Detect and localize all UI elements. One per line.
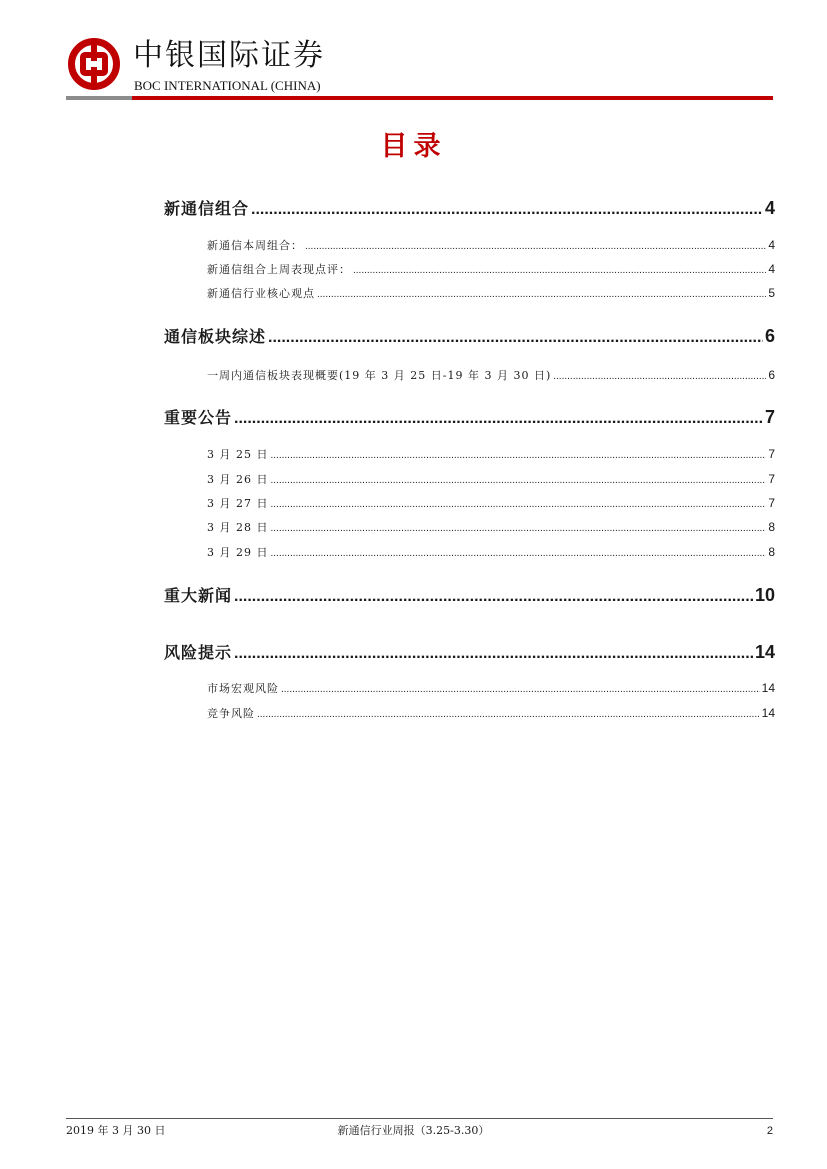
- toc-entry-page: 8: [768, 545, 775, 559]
- toc-entry-label: 一周内通信板块表现概要(19 年 3 月 25 日-19 年 3 月 30 日): [207, 369, 552, 382]
- toc-leader-dots: [281, 684, 760, 695]
- toc-entry-label: 风险提示: [164, 643, 233, 662]
- toc-leader-dots: [234, 588, 753, 606]
- toc-section-entry[interactable]: [164, 583, 775, 606]
- toc-entry-label: 通信板块综述: [164, 327, 267, 346]
- toc-entry-page: 7: [768, 447, 775, 461]
- toc-leader-dots: [234, 410, 763, 428]
- toc-leader-dots: [271, 475, 767, 486]
- toc-subsection-entry[interactable]: [207, 471, 775, 487]
- toc-entry-page: 14: [761, 681, 775, 695]
- toc-subsection-entry[interactable]: [207, 237, 775, 253]
- toc-subsection-entry[interactable]: [207, 680, 775, 696]
- toc-subsection-entry[interactable]: [207, 367, 775, 383]
- toc-subsection-entry[interactable]: [207, 495, 775, 511]
- toc-subsection-entry[interactable]: [207, 705, 775, 721]
- toc-leader-dots: [251, 201, 763, 219]
- toc-subsection-entry[interactable]: [207, 519, 775, 535]
- toc-subsection-entry[interactable]: [207, 446, 775, 462]
- footer-rule: [66, 1118, 773, 1119]
- toc-entry-label: 3 月 25 日: [207, 448, 269, 461]
- toc-leader-dots: [353, 265, 766, 276]
- toc-leader-dots: [268, 329, 763, 347]
- footer-date: 2019 年 3 月 30 日: [66, 1124, 166, 1137]
- toc-section-entry[interactable]: [164, 405, 775, 428]
- toc-entry-page: 7: [764, 407, 775, 427]
- toc-leader-dots: [317, 289, 766, 300]
- toc-entry-page: 14: [761, 706, 775, 720]
- toc-subsection-entry[interactable]: [207, 544, 775, 560]
- toc-entry-page: 4: [768, 238, 775, 252]
- toc-leader-dots: [271, 499, 767, 510]
- toc-entry-label: 新通信组合上周表现点评：: [207, 263, 351, 276]
- toc-entry-page: 6: [768, 368, 775, 382]
- toc-entry-label: 3 月 29 日: [207, 546, 269, 559]
- toc-section-entry[interactable]: [164, 640, 775, 663]
- toc-entry-page: 8: [768, 520, 775, 534]
- toc-leader-dots: [234, 645, 753, 663]
- toc-leader-dots: [271, 450, 767, 461]
- toc-leader-dots: [553, 371, 766, 382]
- toc-entry-label: 市场宏观风险: [207, 682, 279, 695]
- toc-entry-label: 3 月 26 日: [207, 473, 269, 486]
- toc-title: 目录: [380, 131, 447, 162]
- toc-entry-page: 7: [768, 472, 775, 486]
- toc-section-entry[interactable]: [164, 324, 775, 347]
- toc-entry-page: 5: [768, 286, 775, 300]
- toc-entry-label: 竞争风险: [207, 707, 255, 720]
- toc-leader-dots: [271, 523, 767, 534]
- toc-entry-page: 7: [768, 496, 775, 510]
- toc-leader-dots: [257, 709, 760, 720]
- toc-entry-page: 4: [768, 262, 775, 276]
- toc-entry-page: 4: [764, 198, 775, 218]
- header-rule: [66, 96, 773, 100]
- toc-subsection-entry[interactable]: [207, 261, 775, 277]
- brand-name-cn: 中银国际证券: [133, 38, 325, 73]
- toc-entry-page: 14: [754, 642, 775, 662]
- toc-entry-label: 重要公告: [164, 408, 233, 427]
- toc-entry-label: 新通信行业核心观点: [207, 287, 315, 300]
- toc-entry-page: 6: [764, 326, 775, 346]
- toc-section-entry[interactable]: [164, 196, 775, 219]
- footer-page-number: 2: [766, 1125, 773, 1137]
- toc-leader-dots: [271, 548, 767, 559]
- brand-name-en: BOC INTERNATIONAL (CHINA): [134, 78, 321, 93]
- toc-subsection-entry[interactable]: [207, 285, 775, 301]
- toc-entry-page: 10: [754, 585, 775, 605]
- toc-entry-label: 新通信本周组合：: [207, 239, 303, 252]
- toc-entry-label: 3 月 27 日: [207, 497, 269, 510]
- toc-entry-label: 3 月 28 日: [207, 521, 269, 534]
- toc-entry-label: 重大新闻: [164, 586, 233, 605]
- footer-title: 新通信行业周报（3.25-3.30）: [337, 1124, 490, 1137]
- boc-logo-icon: [68, 38, 120, 90]
- header-rule-accent: [66, 96, 132, 100]
- toc-leader-dots: [305, 241, 766, 252]
- toc-entry-label: 新通信组合: [164, 199, 250, 218]
